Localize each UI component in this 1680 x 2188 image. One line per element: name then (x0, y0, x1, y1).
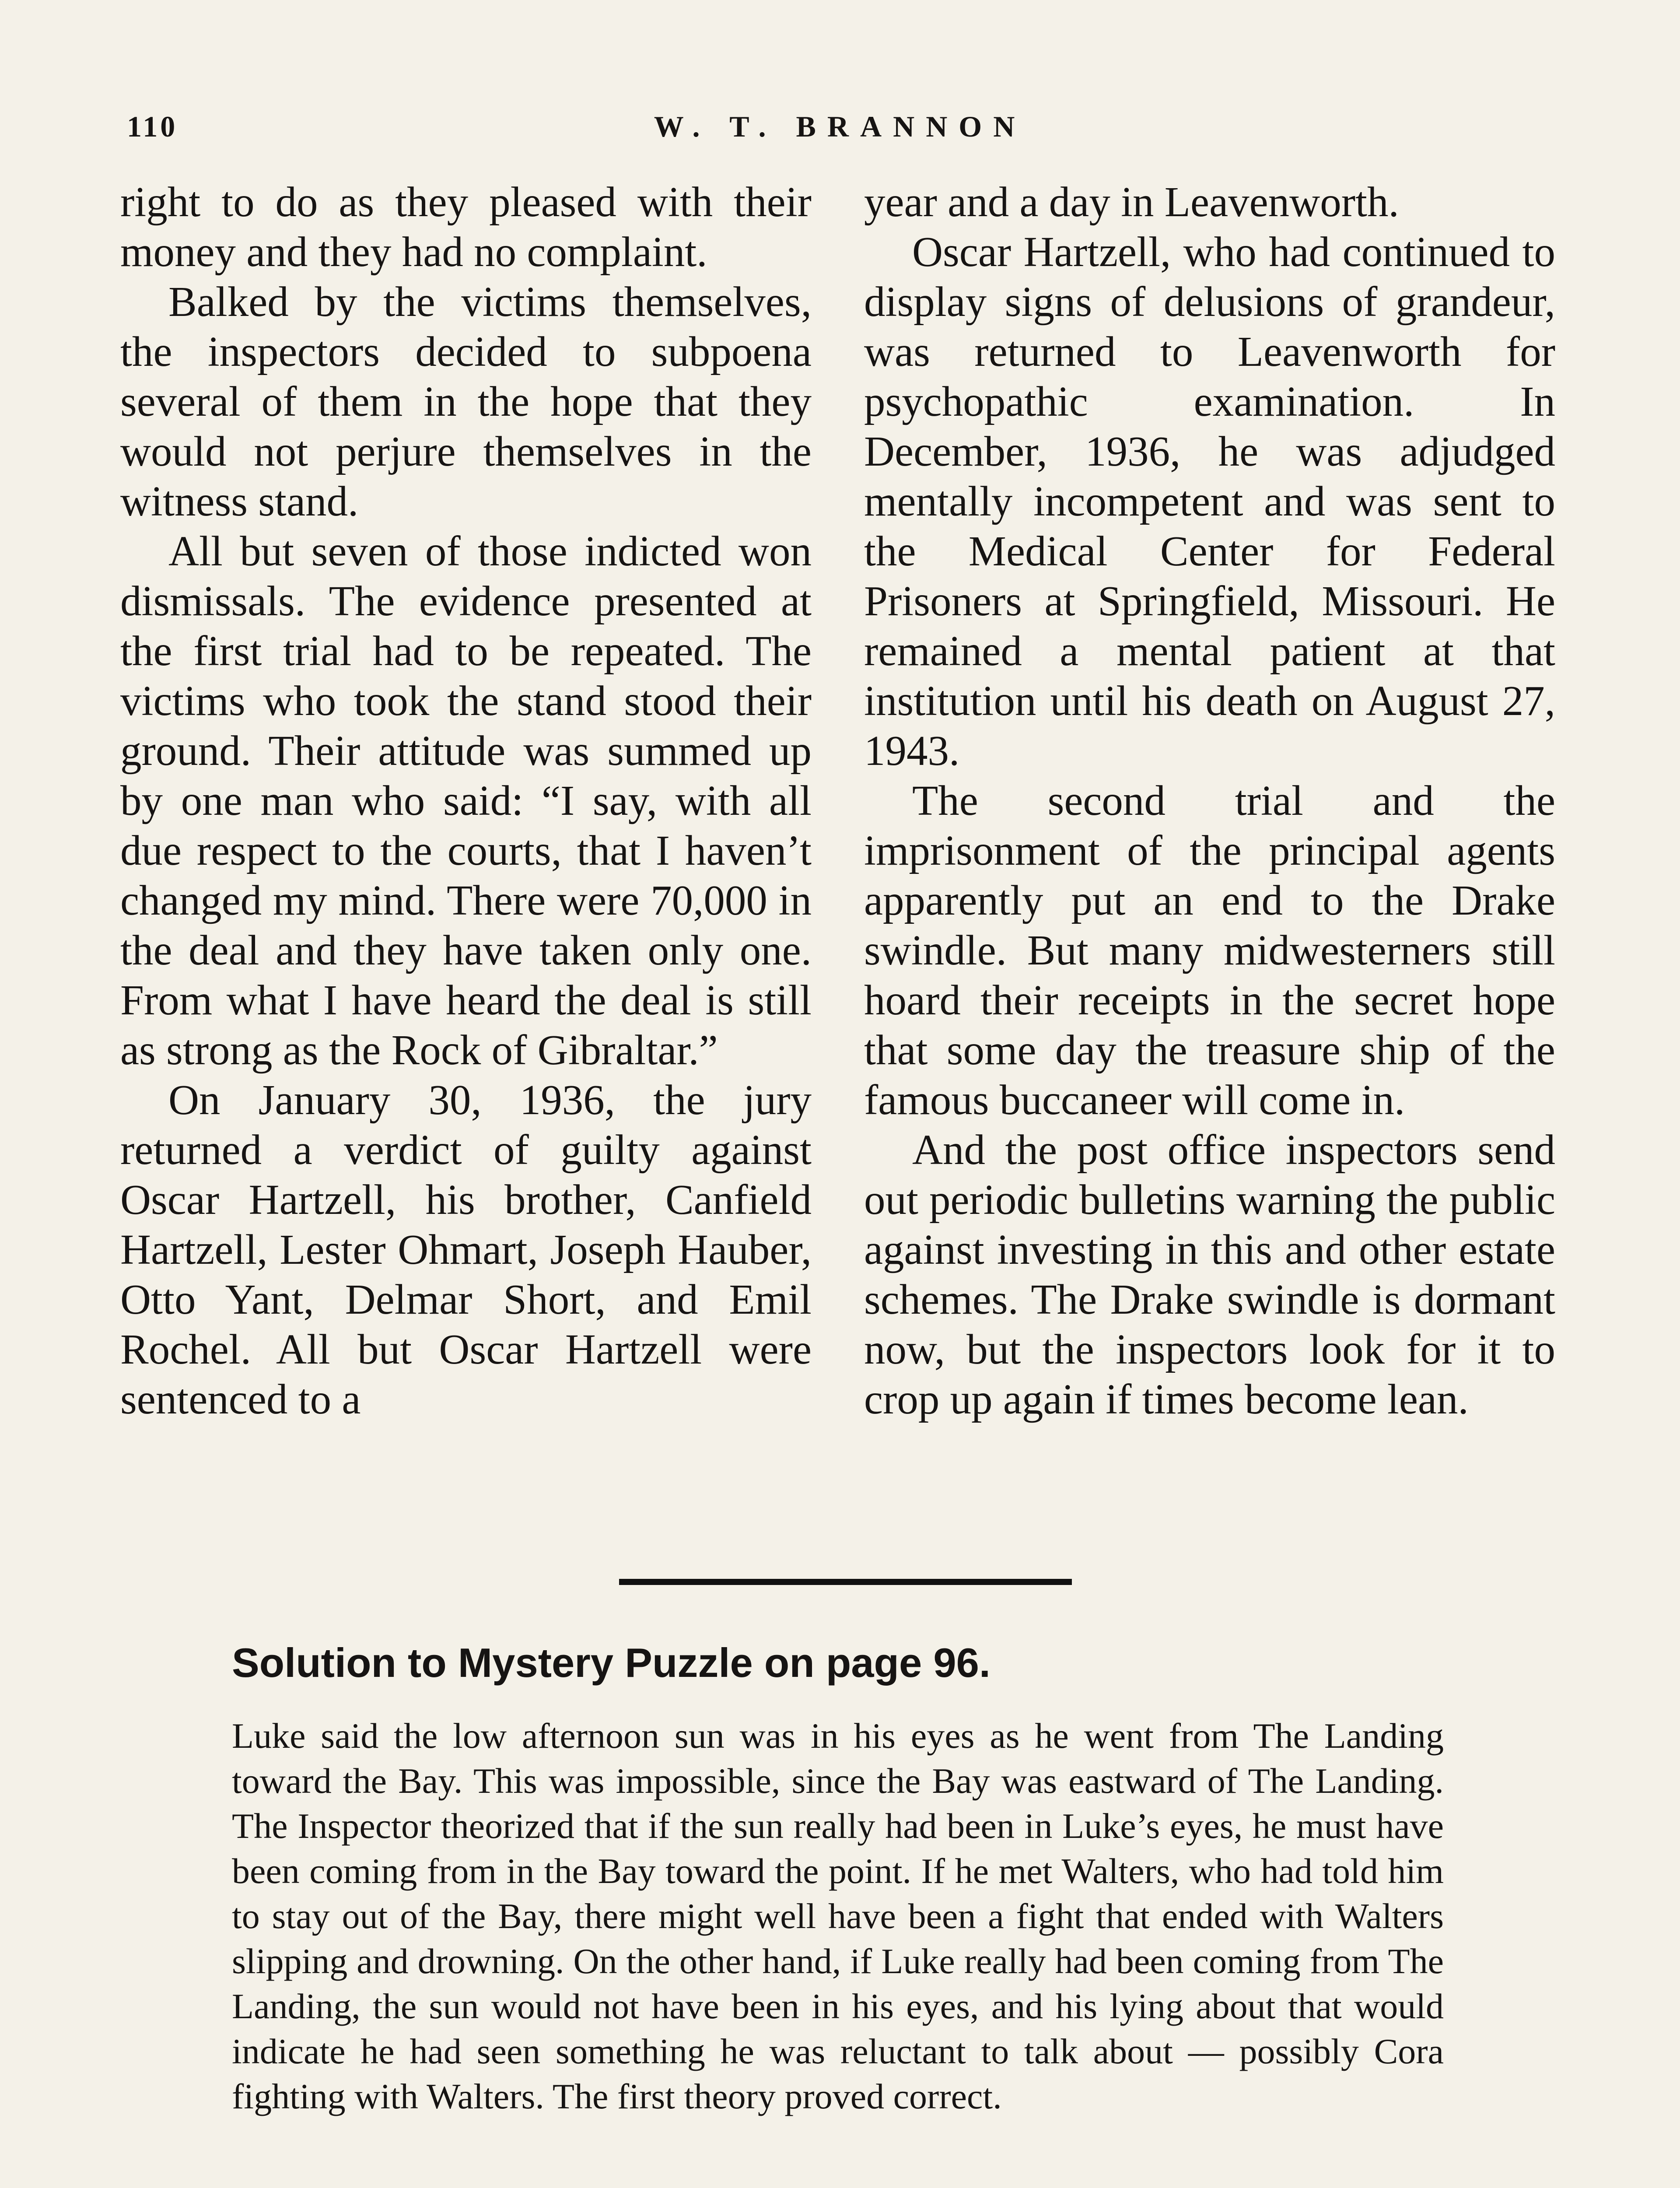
paragraph: Balked by the victims themselves, the inspectors decided to subpoena several of them in the hope that they would not perjure themselves in the witness stand. (120, 278, 812, 525)
paragraph: year and a day in Leavenworth. (864, 179, 1399, 225)
puzzle-solution-box (232, 1637, 1444, 2119)
article-body (120, 177, 1555, 1525)
section-divider (619, 1579, 1072, 1585)
paragraph: And the post office inspectors send out periodic bulletins warning the public against investing in this and other estate schemes. The Drake swindle is dormant now, but the inspectors look for it to crop up again if times become lean. (864, 1126, 1555, 1423)
paragraph: All but seven of those indicted won dismissals. The evidence presented at the first trial had to be repeated. The victims who took the stand stood their ground. Their attitude was summed up by one man who said: “I say, with all due respect to the courts, that I haven’t changed my mind. There were 70,000 in the deal and they have taken only one. From what I have heard the deal is still as strong as the Rock of Gibraltar.” (120, 528, 812, 1073)
paragraph: On January 30, 1936, the jury returned a verdict of guilty against Oscar Hartzell, his brother, Canfield Hartzell, Lester Ohmart, Joseph Hauber, Otto Yant, Delmar Short, and Emil Rochel. All but Oscar Hartzell were sentenced to a (120, 1076, 812, 1423)
solution-title: Solution to Mystery Puzzle on page 96. (232, 1640, 991, 1686)
page-number: 110 (127, 110, 178, 143)
solution-text: Luke said the low afternoon sun was in his eyes as he went from The Landing toward the Bay. This was impossible, since the Bay was eastward of The Landing. The Inspector theorized that if the sun really had been in Luke’s eyes, he must have been coming from in the Bay toward the point. If he met Walters, who had told him to stay out of the Bay, there might well have been a fight that ended with Walters slipping and drowning. On the other hand, if Luke really had been coming from The Landing, the sun would not have been in his eyes, and his lying about that would indicate he had seen something he was reluctant to talk about — possibly Cora fighting with Walters. The first theory proved correct. (232, 1716, 1444, 2116)
paragraph: The second trial and the imprisonment of the principal agents apparently put an end to the Drake swindle. But many midwesterners still hoard their receipts in the secret hope that some day the treasure ship of the famous buccaneer will come in. (864, 777, 1555, 1123)
page-header (127, 109, 1553, 144)
left-column (120, 177, 812, 1424)
right-column (864, 177, 1555, 1424)
paragraph: right to do as they pleased with their money and they had no complaint. (120, 179, 812, 275)
running-head-author: W. T. BRANNON (654, 110, 1026, 143)
paragraph: Oscar Hartzell, who had continued to display signs of delusions of grandeur, was returned to Leavenworth for psychopathic examination. In December, 1936, he was adjudged mentally incompetent and was sent to the Medical Center for Federal Prisoners at Springfield, Missouri. He remained a mental patient at that institution until his death on August 27, 1943. (864, 228, 1555, 774)
